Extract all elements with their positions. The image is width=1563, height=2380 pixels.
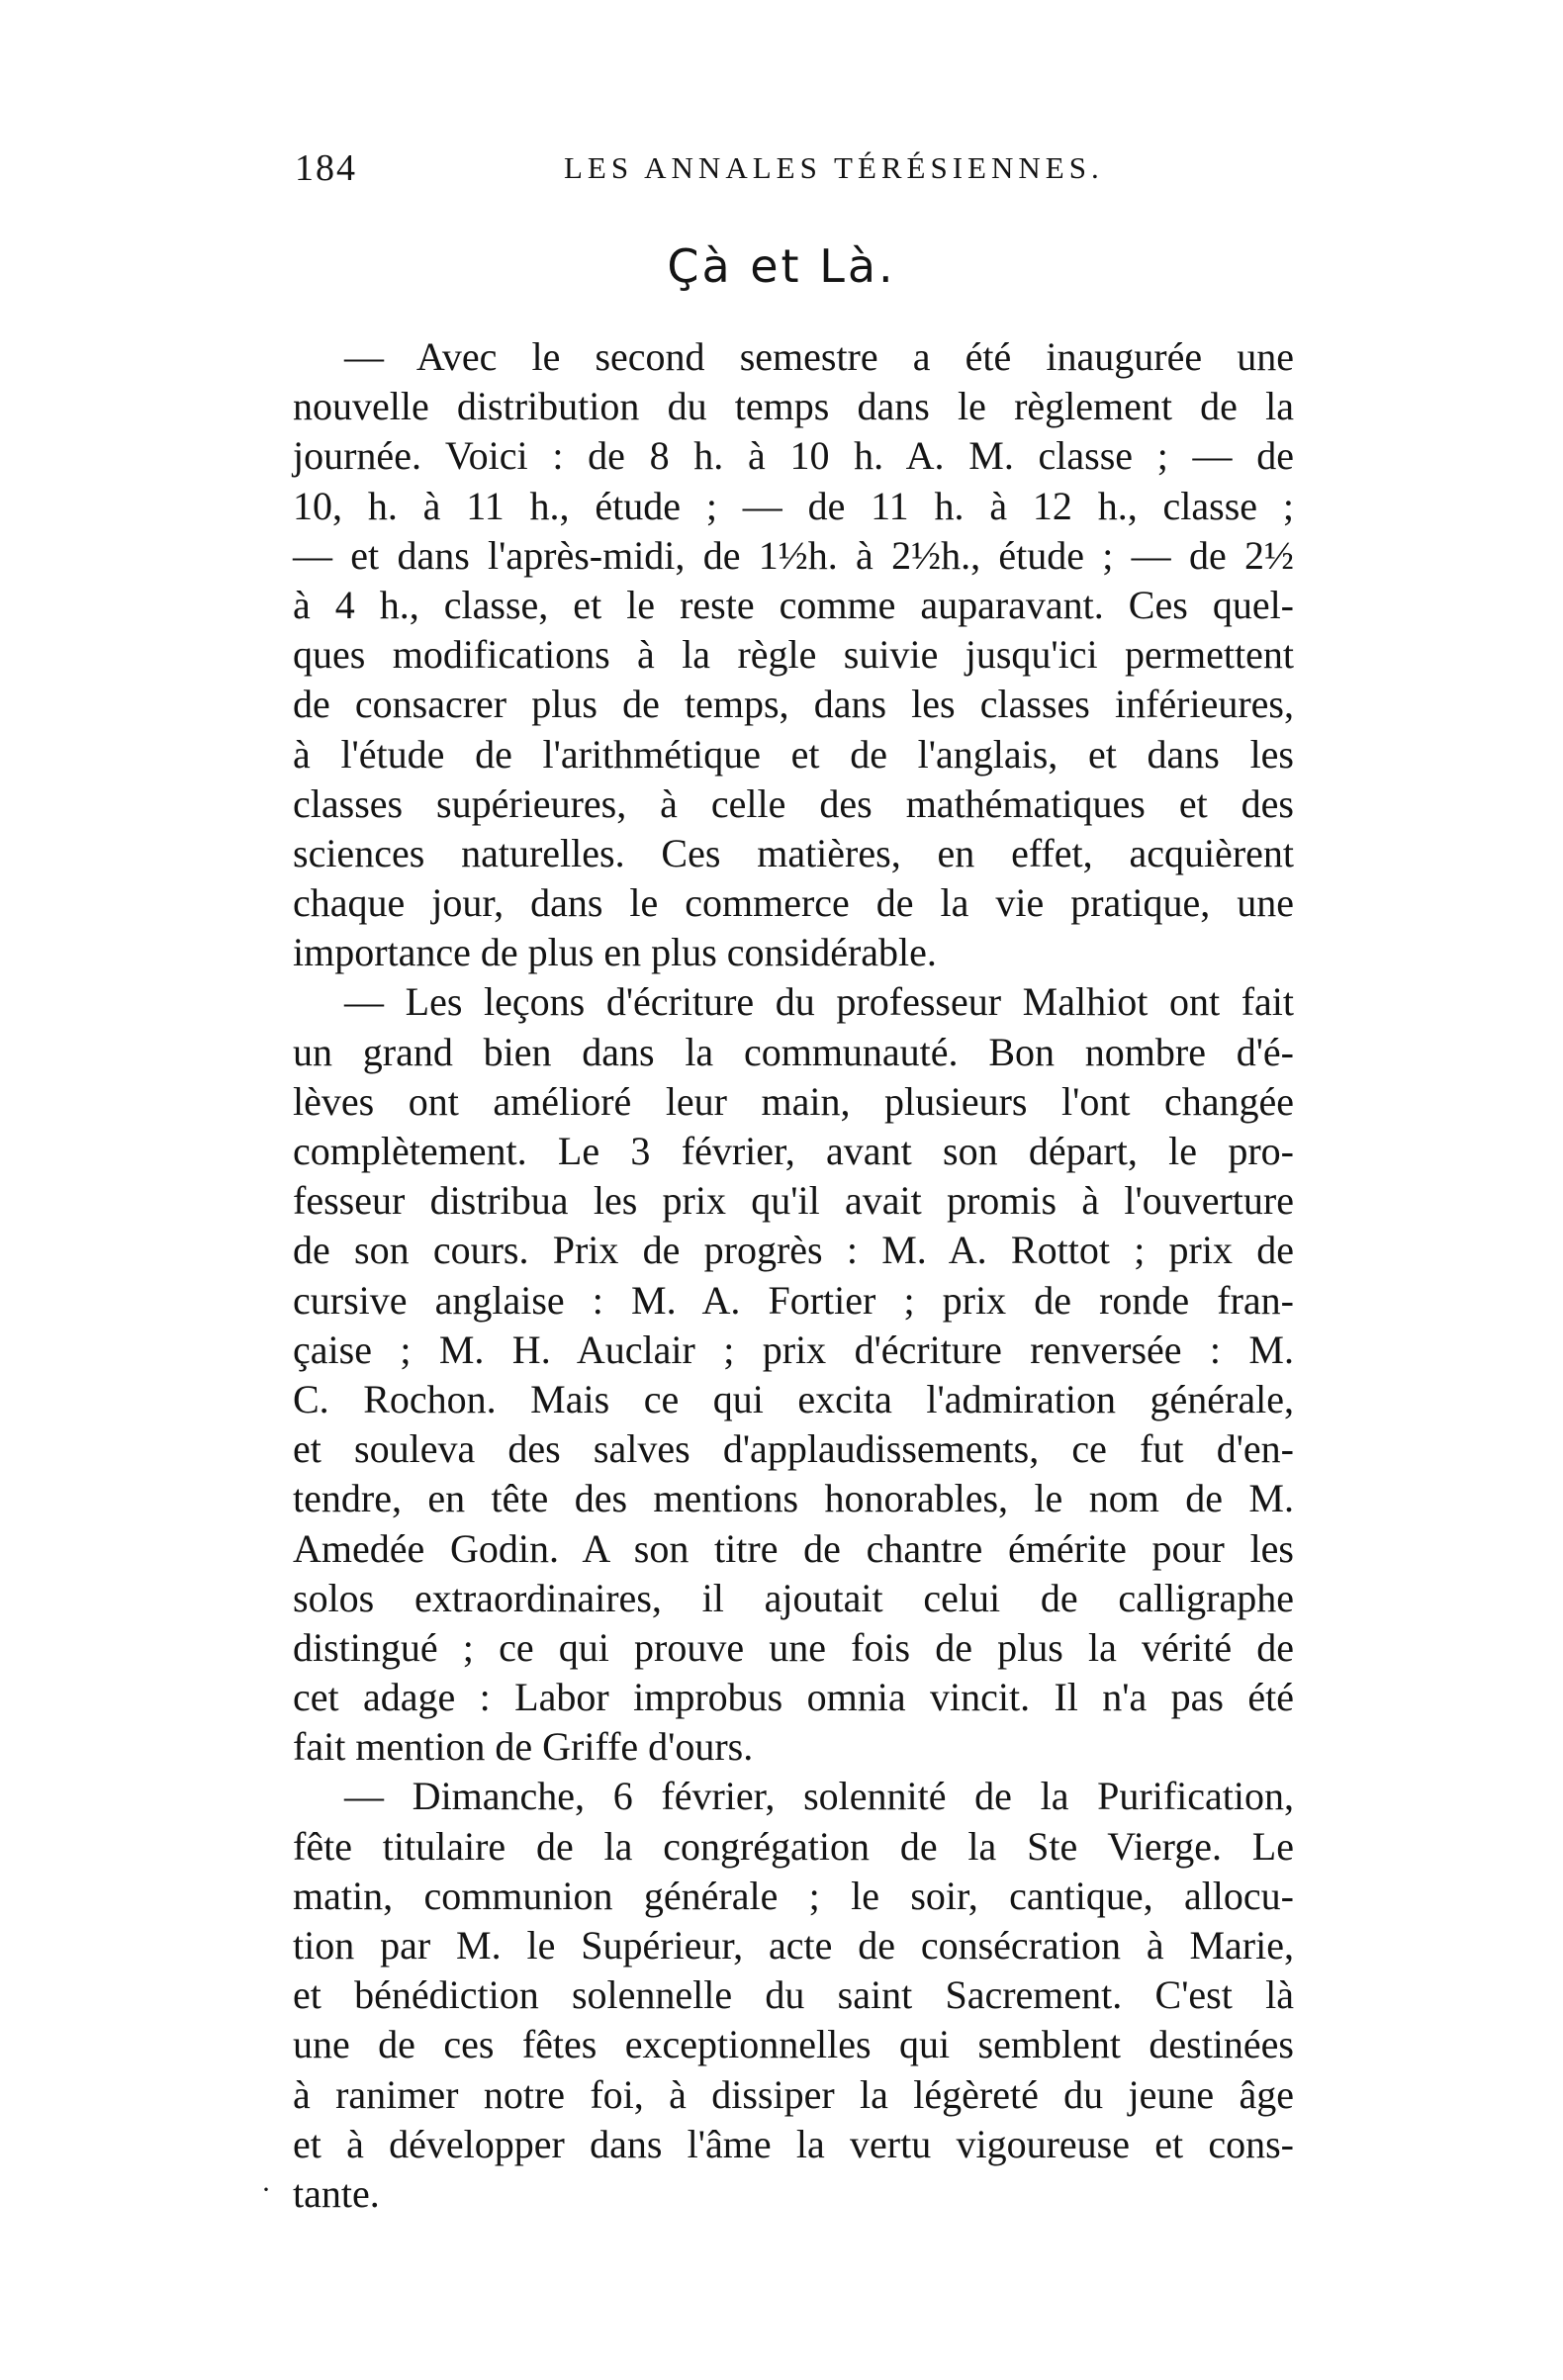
text-line: à 4 h., classe, et le reste comme auparavant. Ces quel- xyxy=(293,582,1294,627)
running-head xyxy=(295,146,1290,196)
text-line: chaque jour, dans le commerce de la vie pratique, une xyxy=(293,880,1294,926)
text-line: à ranimer notre foi, à dissiper la légèreté du jeune âge xyxy=(293,2071,1294,2117)
text-line: et souleva des salves d'applaudissements, ce fut d'en- xyxy=(293,1426,1294,1472)
text-line: — et dans l'après-midi, de 1½h. à 2½h., étude ; — de 2½ xyxy=(293,532,1294,578)
text-line: sciences naturelles. Ces matières, en effet, acquièrent xyxy=(293,830,1294,875)
text-line: — Dimanche, 6 février, solennité de la Purification, xyxy=(344,1774,1294,1819)
text-line: — Les leçons d'écriture du professeur Malhiot ont fait xyxy=(344,979,1294,1025)
text-line: de consacrer plus de temps, dans les classes inférieures, xyxy=(293,682,1294,727)
text-line: lèves ont amélioré leur main, plusieurs l'ont changée xyxy=(293,1078,1294,1124)
text-line: de son cours. Prix de progrès : M. A. Rottot ; prix de xyxy=(293,1228,1294,1273)
text-line: classes supérieures, à celle des mathématiques et des xyxy=(293,780,1294,826)
text-line: — Avec le second semestre a été inaugurée une xyxy=(344,334,1294,379)
text-line: 10, h. à 11 h., étude ; — de 11 h. à 12 h., classe ; xyxy=(293,483,1294,528)
margin-mark: · xyxy=(261,2173,271,2206)
text-line: distingué ; ce qui prouve une fois de plus la vérité de xyxy=(293,1624,1294,1670)
text-line: tion par M. le Supérieur, acte de consécration à Marie, xyxy=(293,1923,1294,1968)
text-line: çaise ; M. H. Auclair ; prix d'écriture renversée : M. xyxy=(293,1327,1294,1372)
text-line: ques modifications à la règle suivie jusqu'ici permettent xyxy=(293,632,1294,678)
text-line: cursive anglaise : M. A. Fortier ; prix de ronde fran- xyxy=(293,1277,1294,1323)
text-line: un grand bien dans la communauté. Bon nombre d'é- xyxy=(293,1029,1294,1074)
text-line: une de ces fêtes exceptionnelles qui semblent destinées xyxy=(293,2022,1294,2067)
text-line: et à développer dans l'âme la vertu vigoureuse et cons- xyxy=(293,2121,1294,2166)
text-line: fait mention de Griffe d'ours. xyxy=(293,1724,754,1770)
text-line: nouvelle distribution du temps dans le règlement de la xyxy=(293,384,1294,429)
text-line: importance de plus en plus considérable. xyxy=(293,930,937,975)
page-number: 184 xyxy=(295,147,357,189)
text-line: Amedée Godin. A son titre de chantre émérite pour les xyxy=(293,1525,1294,1571)
text-line: cet adage : Labor improbus omnia vincit. Il n'a pas été xyxy=(293,1675,1294,1720)
text-line: fesseur distribua les prix qu'il avait promis à l'ouverture xyxy=(293,1178,1294,1224)
text-line: tante. xyxy=(293,2170,380,2216)
text-line: tendre, en tête des mentions honorables, le nom de M. xyxy=(293,1476,1294,1521)
body-text xyxy=(293,332,1294,2219)
text-line: fête titulaire de la congrégation de la Ste Vierge. Le xyxy=(293,1823,1294,1869)
section-title: Çà et Là. xyxy=(667,239,896,293)
text-line: C. Rochon. Mais ce qui excita l'admiration générale, xyxy=(293,1376,1294,1421)
text-line: et bénédiction solennelle du saint Sacrement. C'est là xyxy=(293,1972,1294,2018)
running-title: LES ANNALES TÉRÉSIENNES. xyxy=(564,150,1104,185)
text-line: complètement. Le 3 février, avant son départ, le pro- xyxy=(293,1129,1294,1173)
text-line: à l'étude de l'arithmétique et de l'anglais, et dans les xyxy=(293,731,1294,777)
text-line: solos extraordinaires, il ajoutait celui de calligraphe xyxy=(293,1575,1294,1620)
text-line: matin, communion générale ; le soir, cantique, allocu- xyxy=(293,1873,1294,1918)
text-line: journée. Voici : de 8 h. à 10 h. A. M. classe ; — de xyxy=(293,433,1294,479)
